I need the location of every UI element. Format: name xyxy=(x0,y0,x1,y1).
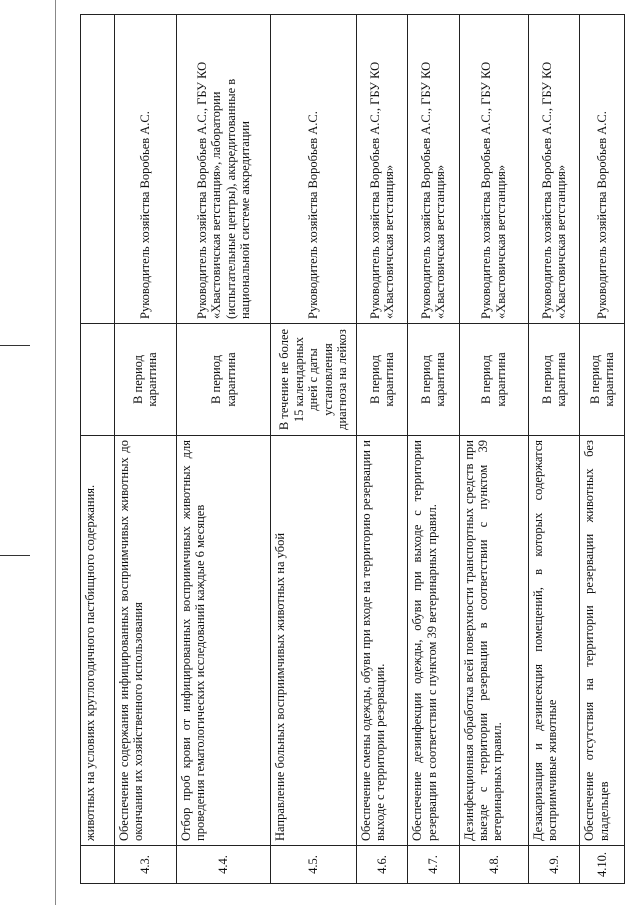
row-responsible: Руководитель хозяйства Воробьев А.С., ГБУ КО «Хвастовичская ветстанция», лаборатории (испытательные центры), аккредитованные в национальной системе аккредитации xyxy=(177,15,271,324)
row-number: 4.3. xyxy=(114,846,177,884)
row-event: Направление больных восприимчивых животных на убой xyxy=(270,436,356,846)
row-event: Дезакаризация и дезинсекция помещений, в которых содержатся восприимчивые животные xyxy=(528,436,579,846)
row-term: В период карантина xyxy=(114,324,177,436)
row-responsible: Руководитель хозяйства Воробьев А.С. xyxy=(270,15,356,324)
row-responsible: Руководитель хозяйства Воробьев А.С., ГБУ КО «Хвастовичская ветстанция» xyxy=(459,15,528,324)
table-row xyxy=(177,15,271,884)
table-row xyxy=(81,15,115,884)
row-event: Обеспечение дезинфекции одежды, обуви при выходе с территории резервации в соответствии с пунктом 39 ветеринарных правил. xyxy=(408,436,459,846)
row-term: В период карантина xyxy=(528,324,579,436)
row-term: В течение не более 15 календарных дней с даты установления диагноза на лейкоз xyxy=(270,324,356,436)
table-row xyxy=(356,15,407,884)
row-event: Дезинфекционная обработка всей поверхности транспортных средств при выезде с территории резервации в соответствии с пунктом 39 ветеринарных правил. xyxy=(459,436,528,846)
row-term: В период карантина xyxy=(459,324,528,436)
row-number: 4.10. xyxy=(580,846,625,884)
margin-tick xyxy=(0,555,30,556)
row-number: 4.5. xyxy=(270,846,356,884)
table-row xyxy=(408,15,459,884)
row-term: В период карантина xyxy=(177,324,271,436)
row-responsible: Руководитель хозяйства Воробьев А.С., ГБУ КО «Хвастовичская ветстанция» xyxy=(356,15,407,324)
row-responsible: Руководитель хозяйства Воробьев А.С. xyxy=(580,15,625,324)
row-number: 4.7. xyxy=(408,846,459,884)
margin-tick xyxy=(0,345,30,346)
row-term: В период карантина xyxy=(356,324,407,436)
row-responsible: Руководитель хозяйства Воробьев А.С., ГБУ КО «Хвастовичская ветстанция» xyxy=(528,15,579,324)
row-term: В период карантина xyxy=(408,324,459,436)
page-margin-line xyxy=(55,0,56,905)
rotated-page xyxy=(80,14,625,884)
row-event: Обеспечение отсутствия на территории резервации животных без владельцев xyxy=(580,436,625,846)
table-row xyxy=(114,15,177,884)
table-row xyxy=(528,15,579,884)
table-row xyxy=(270,15,356,884)
row-responsible xyxy=(81,15,115,324)
row-responsible: Руководитель хозяйства Воробьев А.С. xyxy=(114,15,177,324)
row-event: Обеспечение содержания инфицированных восприимчивых животных до окончания их хозяйственного использования xyxy=(114,436,177,846)
table-row xyxy=(580,15,625,884)
row-number xyxy=(81,846,115,884)
row-term xyxy=(81,324,115,436)
row-event: Отбор проб крови от инфицированных восприимчивых животных для проведения гематологических исследований каждые 6 месяцев xyxy=(177,436,271,846)
row-number: 4.8. xyxy=(459,846,528,884)
row-number: 4.4. xyxy=(177,846,271,884)
row-responsible: Руководитель хозяйства Воробьев А.С., ГБУ КО «Хвастовичская ветстанция» xyxy=(408,15,459,324)
row-term: В период карантина xyxy=(580,324,625,436)
action-plan-table xyxy=(80,14,625,884)
rotated-table-frame xyxy=(80,14,625,884)
row-number: 4.9. xyxy=(528,846,579,884)
row-number: 4.6. xyxy=(356,846,407,884)
row-event: животных на условиях круглогодичного пастбищного содержания. xyxy=(81,436,115,846)
table-row xyxy=(459,15,528,884)
row-event: Обеспечение смены одежды, обуви при входе на территорию резервации и выходе с территории резервации. xyxy=(356,436,407,846)
